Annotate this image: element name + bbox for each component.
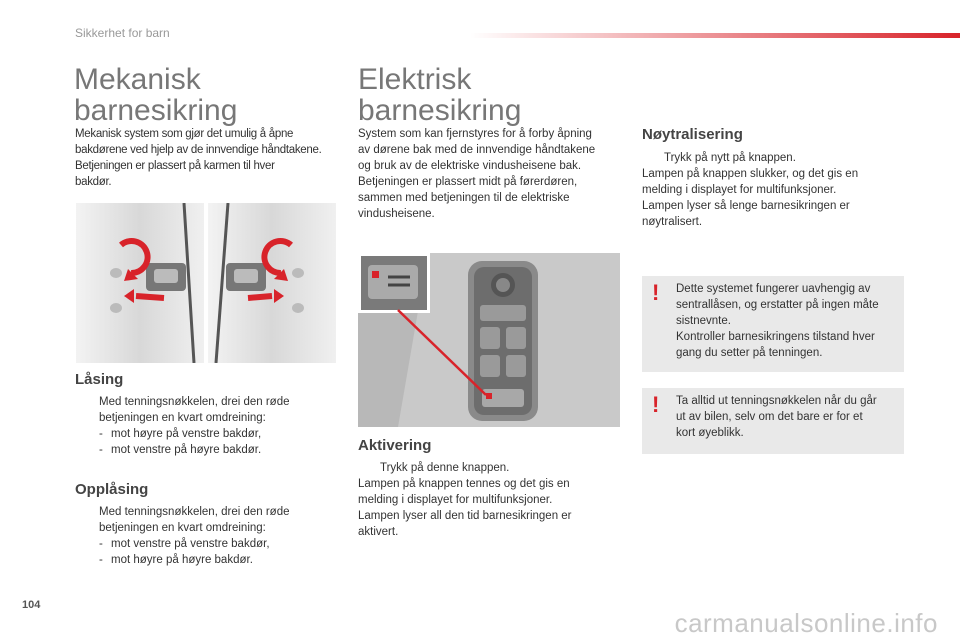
page-number: 104: [22, 599, 41, 611]
warning-text-1: Dette systemet fungerer uavhengig av sentrallåsen, og erstatter på ingen måte sistnevnte. Kontroller barnesikringens tilstand hver gang du setter på tenningen.: [676, 283, 879, 359]
electric-intro: System som kan fjernstyres for å forby åpning av dørene bak med de innvendige håndtakene og bruk av de elektriske vindusheisene bak. Betjeningen er plassert midt på førerdøren, sammen med betjeningen til de elektriske vindusheisene.: [358, 128, 596, 220]
warning-text-2: Ta alltid ut tenningsnøkkelen når du går ut av bilen, selv om det bare er for et kort øyeblikk.: [676, 395, 877, 439]
locking-heading: Låsing: [75, 371, 124, 388]
header-accent-bar: [470, 33, 960, 38]
checkbox-bullet-icon: [358, 460, 380, 476]
checkbox-bullet-icon: [77, 504, 99, 520]
activation-heading: Aktivering: [358, 437, 432, 454]
neutralization-instructions: Trykk på nytt på knappen. Lampen på knappen slukker, og det gis en melding i displayet for multifunksjoner. Lampen lyser så lenge barnesikringen er nøytralisert.: [642, 152, 859, 228]
checkbox-bullet-icon: [642, 150, 664, 166]
unlocking-heading: Opplåsing: [75, 481, 149, 498]
warning-icon: !: [652, 280, 660, 305]
activation-instructions: Trykk på denne knappen. Lampen på knappen tennes og det gis en melding i displayet for multifunksjoner. Lampen lyser all den tid barnesikringen er aktivert.: [358, 462, 572, 538]
warning-box-2: [642, 388, 904, 454]
door-lock-photo: [76, 203, 336, 363]
mechanical-title: Mekanisk barnesikring: [74, 63, 238, 127]
watermark: carmanualsonline.info: [674, 608, 938, 638]
section-title: Sikkerhet for barn: [75, 26, 170, 40]
electric-title: Elektrisk barnesikring: [358, 63, 522, 127]
locking-instructions: Med tenningsnøkkelen, drei den røde betjeningen en kvart omdreining: - mot høyre på venstre bakdør, - mot venstre på høyre bakdør.: [77, 394, 347, 458]
unlocking-instructions: Med tenningsnøkkelen, drei den røde betjeningen en kvart omdreining: - mot venstre på venstre bakdør, - mot høyre på høyre bakdør.: [77, 504, 347, 568]
warning-box-1: [642, 276, 904, 372]
warning-icon: !: [652, 392, 660, 417]
neutralization-heading: Nøytralisering: [642, 126, 743, 143]
mechanical-intro: Mekanisk system som gjør det umulig å åpne bakdørene ved hjelp av de innvendige håndtakene. Betjeningen er plassert på karmen til hver bakdør.: [75, 128, 322, 188]
checkbox-bullet-icon: [77, 394, 99, 410]
window-switch-panel-photo: [358, 253, 620, 427]
